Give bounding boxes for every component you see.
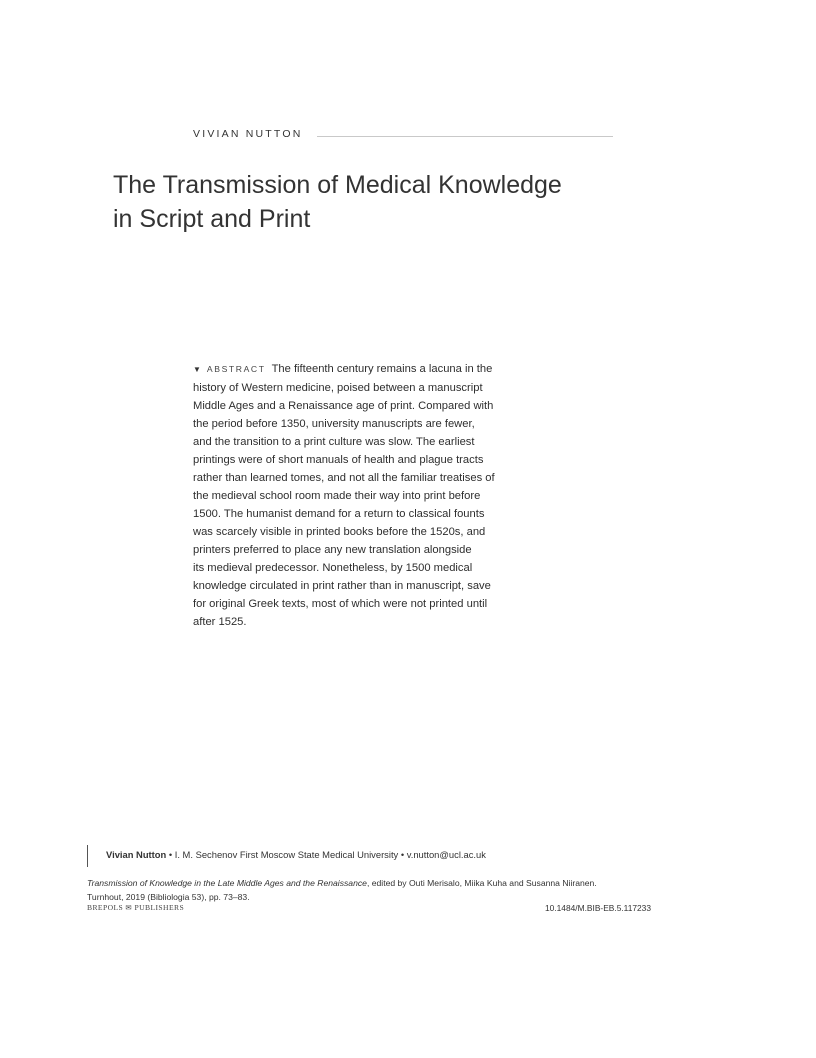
author-header xyxy=(193,128,613,144)
abstract-line: knowledge circulated in print rather than in manuscript, save xyxy=(193,580,491,592)
abstract-text: The fifteenth century remains a lacuna in the xyxy=(271,363,493,375)
affiliation-details: • I. M. Sechenov First Moscow State Medical University • v.nutton@ucl.ac.uk xyxy=(166,849,486,860)
page-footer xyxy=(87,903,651,917)
abstract-line: printers preferred to place any new translation alongside xyxy=(193,544,472,556)
header-rule xyxy=(317,136,613,137)
citation-editors: , edited by Outi Merisalo, Miika Kuha and Susanna Niiranen. xyxy=(366,878,597,888)
article-title xyxy=(113,168,633,236)
citation-book-title: Transmission of Knowledge in the Late Middle Ages and the Renaissance xyxy=(87,878,367,888)
abstract-line xyxy=(193,360,533,379)
abstract-line: the period before 1350, university manuscripts are fewer, xyxy=(193,418,475,430)
abstract-line: the medieval school room made their way into print before xyxy=(193,490,481,502)
abstract-label: ABSTRACT xyxy=(206,364,266,374)
triangle-down-icon: ▼ xyxy=(193,365,201,374)
abstract-line: was scarcely visible in printed books before the 1520s, and xyxy=(193,526,486,538)
citation xyxy=(87,876,687,904)
abstract-line: its medieval predecessor. Nonetheless, by 1500 medical xyxy=(193,562,473,574)
abstract-line: rather than learned tomes, and not all the familiar treatises of xyxy=(193,472,495,484)
abstract-line: history of Western medicine, poised between a manuscript xyxy=(193,382,483,394)
citation-line: Turnhout, 2019 (Bibliologia 53), pp. 73–83. xyxy=(87,892,250,902)
abstract-line: after 1525. xyxy=(193,616,247,628)
abstract-line: for original Greek texts, most of which were not printed until xyxy=(193,598,488,610)
doi: 10.1484/M.BIB-EB.5.117233 xyxy=(545,903,651,913)
abstract xyxy=(193,360,533,631)
abstract-line: 1500. The humanist demand for a return to classical founts xyxy=(193,508,485,520)
title-line: in Script and Print xyxy=(113,205,311,233)
title-line: The Transmission of Medical Knowledge xyxy=(113,171,562,199)
abstract-line: printings were of short manuals of health and plague tracts xyxy=(193,454,484,466)
affiliation-author-name: Vivian Nutton xyxy=(106,849,167,860)
publisher-name: BREPOLS ✉ PUBLISHERS xyxy=(87,903,185,912)
affiliation-bar xyxy=(87,845,88,867)
author-affiliation xyxy=(87,845,687,867)
affiliation-text xyxy=(106,849,486,860)
citation-line xyxy=(87,876,687,890)
abstract-line: and the transition to a print culture was slow. The earliest xyxy=(193,436,475,448)
abstract-line: Middle Ages and a Renaissance age of print. Compared with xyxy=(193,400,494,412)
author-name: VIVIAN NUTTON xyxy=(193,128,303,140)
